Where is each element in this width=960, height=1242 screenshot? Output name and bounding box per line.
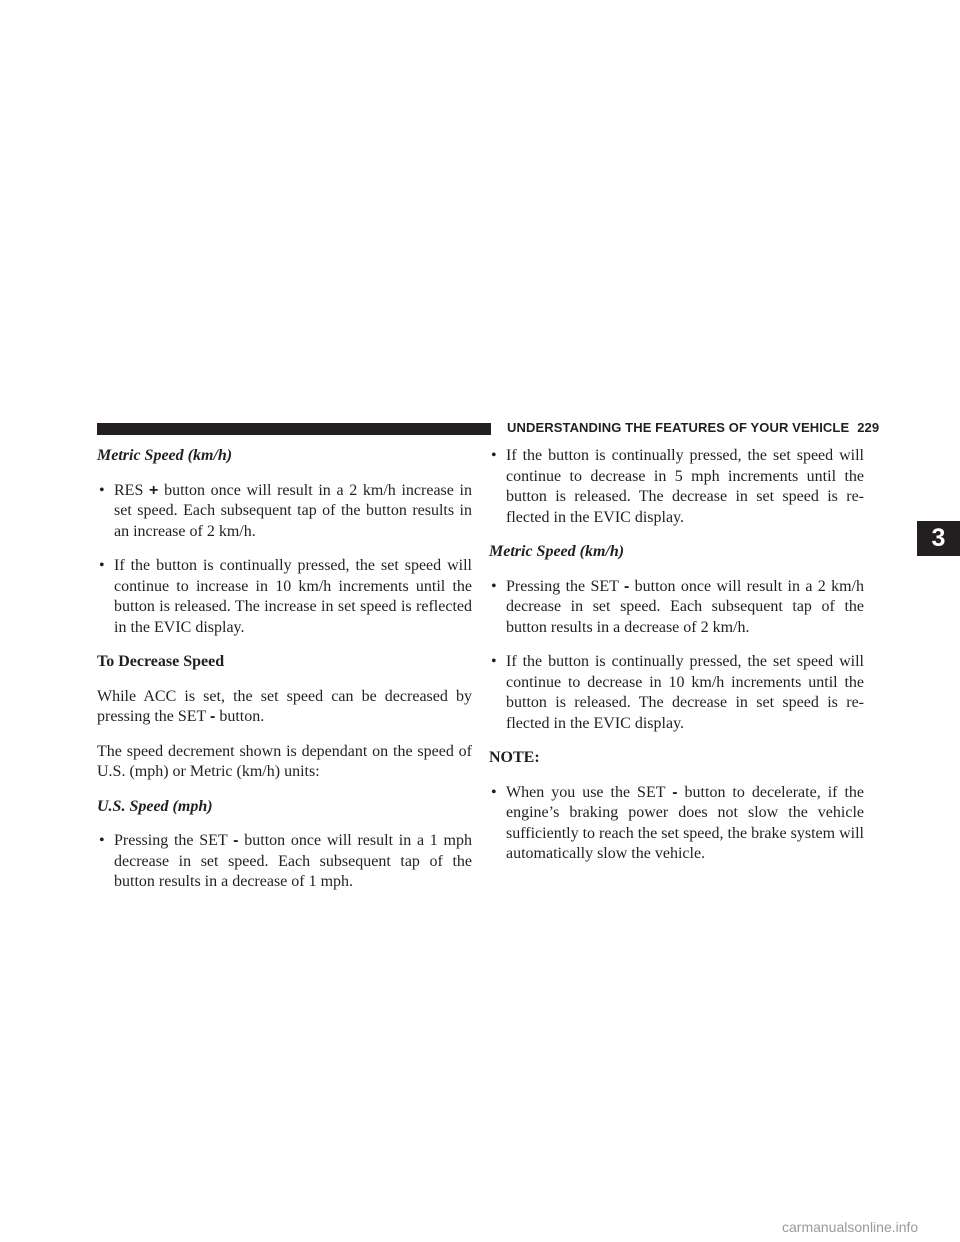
bullet-icon: •: [491, 447, 497, 464]
decrease-speed-heading: To Decrease Speed: [97, 653, 225, 670]
minus-key-symbol: -: [233, 832, 239, 849]
header-title: UNDERSTANDING THE FEATURES OF YOUR VEHICLE: [507, 420, 850, 435]
list-item: • If the button is continually pressed, the set speed will continue to decrease in 10 km/h increments until the button is released. The decrease in set speed is re-flected in the EVIC display.: [491, 653, 864, 732]
minus-key-symbol: -: [672, 783, 678, 801]
us-decrease-list-cont: [489, 446, 864, 528]
page-number: 229: [857, 420, 880, 435]
bullet-icon: •: [99, 481, 105, 499]
metric-increase-list: [97, 481, 472, 639]
chapter-tab: 3: [917, 521, 960, 556]
plus-key-symbol: +: [149, 481, 159, 499]
right-column: [489, 446, 864, 879]
left-column: [97, 446, 472, 907]
minus-key-symbol: -: [210, 708, 216, 725]
list-item: • When you use the SET - button to decelerate, if the engine’s braking power does not slow the vehicle sufficiently to reach the set speed, the brake system will automatically slow the vehicle.: [491, 783, 865, 862]
list-item: • Pressing the SET - button once will result in a 2 km/h decrease in set speed. Each subsequent tap of the button results in a decrease of 2 km/h.: [491, 577, 865, 636]
header-rule: [97, 423, 491, 435]
bullet-icon: •: [491, 653, 497, 670]
us-speed-heading: U.S. Speed (mph): [97, 797, 213, 815]
bullet-icon: •: [491, 783, 497, 801]
minus-key-symbol: -: [623, 577, 630, 595]
decrease-paragraph: While ACC is set, the set speed can be decreased by pressing the SET - button.: [97, 687, 472, 725]
watermark: carmanualsonline.info: [782, 1219, 919, 1235]
bullet-icon: •: [99, 557, 105, 574]
list-item: • Pressing the SET - button once will result in a 1 mph decrease in set speed. Each subsequent tap of the button results in a decrease of 1 mph.: [99, 832, 472, 890]
note-heading: NOTE:: [489, 749, 540, 766]
metric-speed-heading: Metric Speed (km/h): [97, 447, 233, 464]
bullet-icon: •: [491, 577, 497, 595]
list-item: • If the button is continually pressed, the set speed will continue to increase in 10 km/h increments until the button is released. The increase in set speed is reflected in the EVIC display.: [99, 557, 472, 636]
metric-decrease-list: [489, 577, 864, 735]
running-header: [507, 420, 879, 436]
list-item: • RES + button once will result in a 2 km/h increase in set speed. Each subsequent tap of the button results in an increase of 2 km/h.: [99, 481, 473, 540]
decrement-paragraph: The speed decrement shown is dependant on the speed of U.S. (mph) or Metric (km/h) units:: [97, 742, 472, 780]
list-item: • If the button is continually pressed, the set speed will continue to decrease in 5 mph increments until the button is released. The decrease in set speed is re-flected in the EVIC display.: [491, 447, 864, 526]
metric-speed-heading: Metric Speed (km/h): [489, 543, 625, 560]
us-decrease-list: [97, 831, 472, 893]
bullet-icon: •: [99, 832, 105, 849]
note-list: [489, 783, 864, 865]
